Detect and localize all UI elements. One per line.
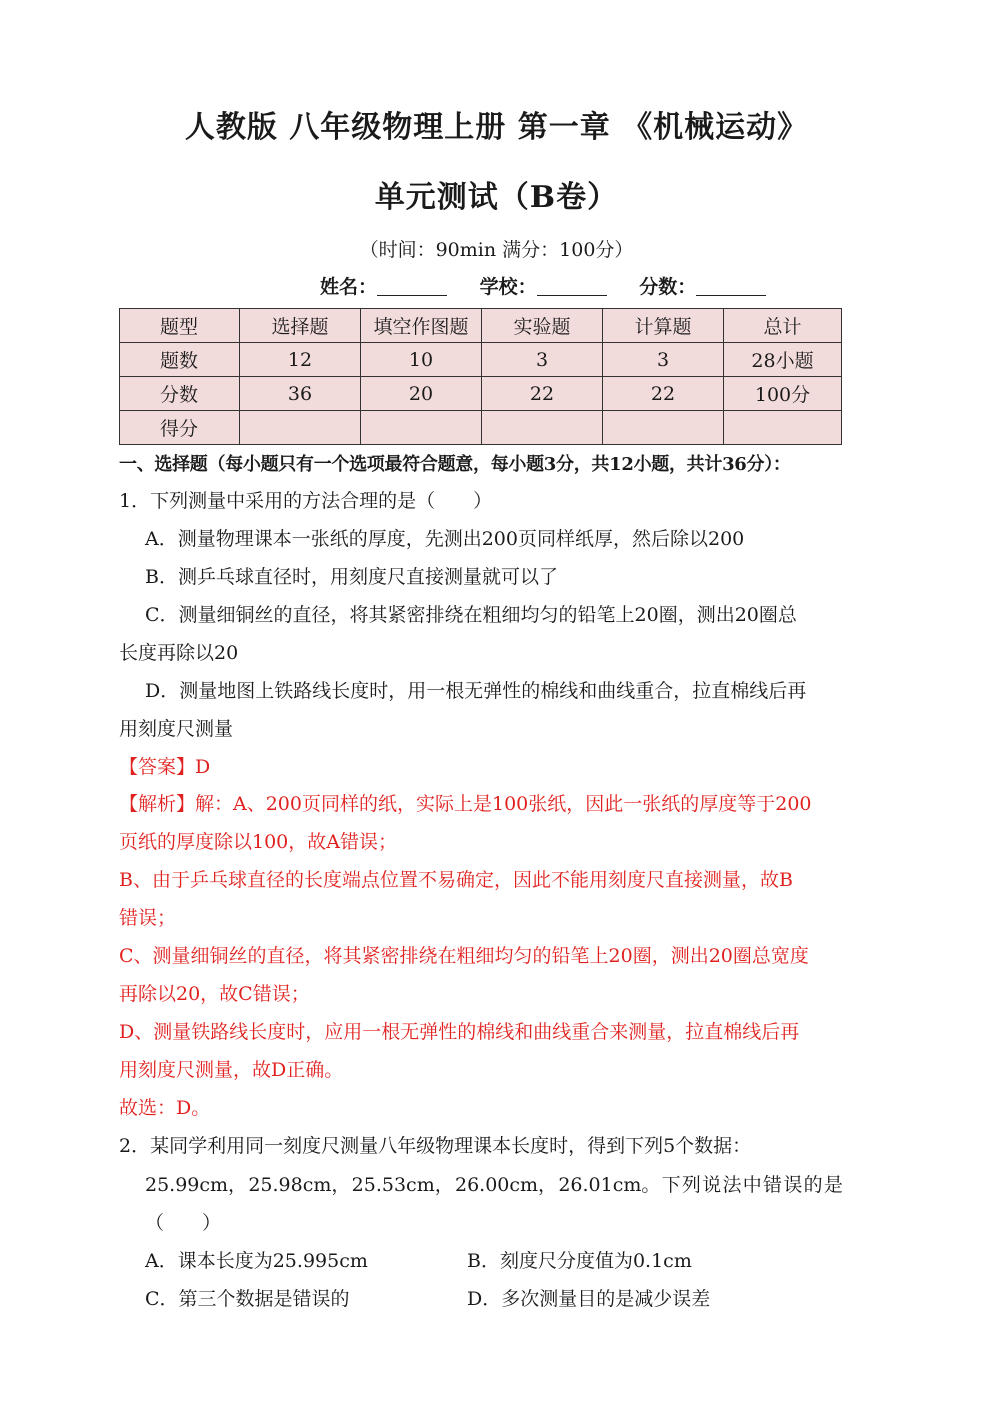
table-cell: 实验题 bbox=[482, 309, 603, 343]
table-cell: 12 bbox=[240, 343, 361, 377]
q2-data-item: 错 bbox=[763, 1174, 783, 1196]
school-label: 学校： bbox=[479, 276, 537, 298]
q2-data-item: 的 bbox=[803, 1174, 823, 1196]
table-cell: 选择题 bbox=[240, 309, 361, 343]
q1-analysis-line: 错误； bbox=[119, 907, 177, 929]
q1-option-c-cont: 长度再除以20 bbox=[119, 642, 239, 664]
q1-analysis-line: 用刻度尺测量，故D正确。 bbox=[119, 1059, 344, 1081]
q2-stem: 2．某同学利用同一刻度尺测量八年级物理课本长度时，得到下列5个数据： bbox=[119, 1135, 752, 1157]
table-cell: 总计 bbox=[724, 309, 842, 343]
table-cell bbox=[482, 411, 603, 445]
q2-data-item: 下 bbox=[661, 1174, 681, 1196]
table-cell: 题数 bbox=[120, 343, 240, 377]
q2-data-line bbox=[145, 1170, 843, 1197]
table-cell: 28小题 bbox=[724, 343, 842, 377]
q2-data-item: 是 bbox=[823, 1174, 843, 1196]
table-cell: 20 bbox=[361, 377, 482, 411]
q2-option-c: C．第三个数据是错误的 bbox=[145, 1288, 350, 1310]
score-label: 分数： bbox=[639, 276, 697, 298]
table-row bbox=[120, 377, 842, 411]
q2-data-item: 26.01cm。 bbox=[558, 1174, 661, 1196]
title-line-2: 单元测试（B卷） bbox=[374, 180, 619, 215]
q2-option-b: B．刻度尺分度值为0.1cm bbox=[467, 1250, 692, 1272]
q1-analysis-line: C、测量细铜丝的直径，将其紧密排绕在粗细均匀的铅笔上20圈，测出20圈总宽度 bbox=[119, 945, 809, 967]
q2-data-item: 误 bbox=[783, 1174, 803, 1196]
q2-data-item: 法 bbox=[722, 1174, 742, 1196]
table-cell bbox=[603, 411, 724, 445]
q2-data-item: 列 bbox=[681, 1174, 701, 1196]
name-blank[interactable] bbox=[377, 277, 447, 296]
exam-meta: （时间：90min 满分：100分） bbox=[359, 239, 634, 261]
q1-analysis-line: 故选：D。 bbox=[119, 1097, 211, 1119]
q1-analysis-line: D、测量铁路线长度时，应用一根无弹性的棉线和曲线重合来测量，拉直棉线后再 bbox=[119, 1021, 800, 1043]
q2-data-item: 25.53cm， bbox=[351, 1174, 454, 1196]
title-line-1: 人教版 八年级物理上册 第一章 《机械运动》 bbox=[184, 110, 809, 145]
q2-option-d: D．多次测量目的是减少误差 bbox=[467, 1288, 711, 1310]
table-cell: 3 bbox=[482, 343, 603, 377]
q1-option-c: C．测量细铜丝的直径，将其紧密排绕在粗细均匀的铅笔上20圈，测出20圈总 bbox=[145, 604, 797, 626]
q2-data-item: 中 bbox=[742, 1174, 762, 1196]
q1-analysis-line: 【解析】解：A、200页同样的纸，实际上是100张纸，因此一张纸的厚度等于200 bbox=[119, 793, 812, 815]
table-cell: 题型 bbox=[120, 309, 240, 343]
name-label: 姓名： bbox=[320, 276, 378, 298]
q2-option-a: A．课本长度为25.995cm bbox=[145, 1250, 368, 1272]
q1-analysis-line: 再除以20，故C错误； bbox=[119, 983, 310, 1005]
q2-data-item: 26.00cm， bbox=[454, 1174, 558, 1196]
table-row bbox=[120, 309, 842, 343]
q1-option-a: A．测量物理课本一张纸的厚度，先测出200页同样纸厚，然后除以200 bbox=[145, 528, 745, 550]
table-cell: 22 bbox=[603, 377, 724, 411]
table-cell: 分数 bbox=[120, 377, 240, 411]
q2-data-item: 25.99cm， bbox=[145, 1174, 248, 1196]
table-cell: 10 bbox=[361, 343, 482, 377]
school-blank[interactable] bbox=[537, 277, 607, 296]
q1-option-b: B．测乒乓球直径时，用刻度尺直接测量就可以了 bbox=[145, 566, 558, 588]
student-fields bbox=[320, 272, 792, 299]
q2-data-item: 说 bbox=[702, 1174, 722, 1196]
table-cell: 计算题 bbox=[603, 309, 724, 343]
q1-analysis-line: B、由于乒乓球直径的长度端点位置不易确定，因此不能用刻度尺直接测量，故B bbox=[119, 869, 793, 891]
table-cell: 22 bbox=[482, 377, 603, 411]
score-blank[interactable] bbox=[696, 277, 766, 296]
q1-stem: 1．下列测量中采用的方法合理的是（ ） bbox=[119, 490, 493, 512]
section-heading: 一、选择题（每小题只有一个选项最符合题意，每小题3分，共12小题，共计36分）： bbox=[119, 454, 791, 475]
q1-analysis-line: 页纸的厚度除以100，故A错误； bbox=[119, 831, 397, 853]
table-cell: 36 bbox=[240, 377, 361, 411]
table-cell: 100分 bbox=[724, 377, 842, 411]
q1-option-d: D．测量地图上铁路线长度时，用一根无弹性的棉线和曲线重合，拉直棉线后再 bbox=[145, 680, 807, 702]
table-cell bbox=[361, 411, 482, 445]
table-cell bbox=[724, 411, 842, 445]
q2-paren: （ ） bbox=[145, 1212, 222, 1234]
table-row bbox=[120, 411, 842, 445]
table-row bbox=[120, 343, 842, 377]
table-cell: 填空作图题 bbox=[361, 309, 482, 343]
q2-data-item: 25.98cm， bbox=[248, 1174, 351, 1196]
q1-answer: 【答案】D bbox=[119, 756, 211, 778]
q1-option-d-cont: 用刻度尺测量 bbox=[119, 718, 234, 740]
score-table bbox=[119, 308, 842, 445]
table-cell: 得分 bbox=[120, 411, 240, 445]
table-cell: 3 bbox=[603, 343, 724, 377]
table-cell bbox=[240, 411, 361, 445]
